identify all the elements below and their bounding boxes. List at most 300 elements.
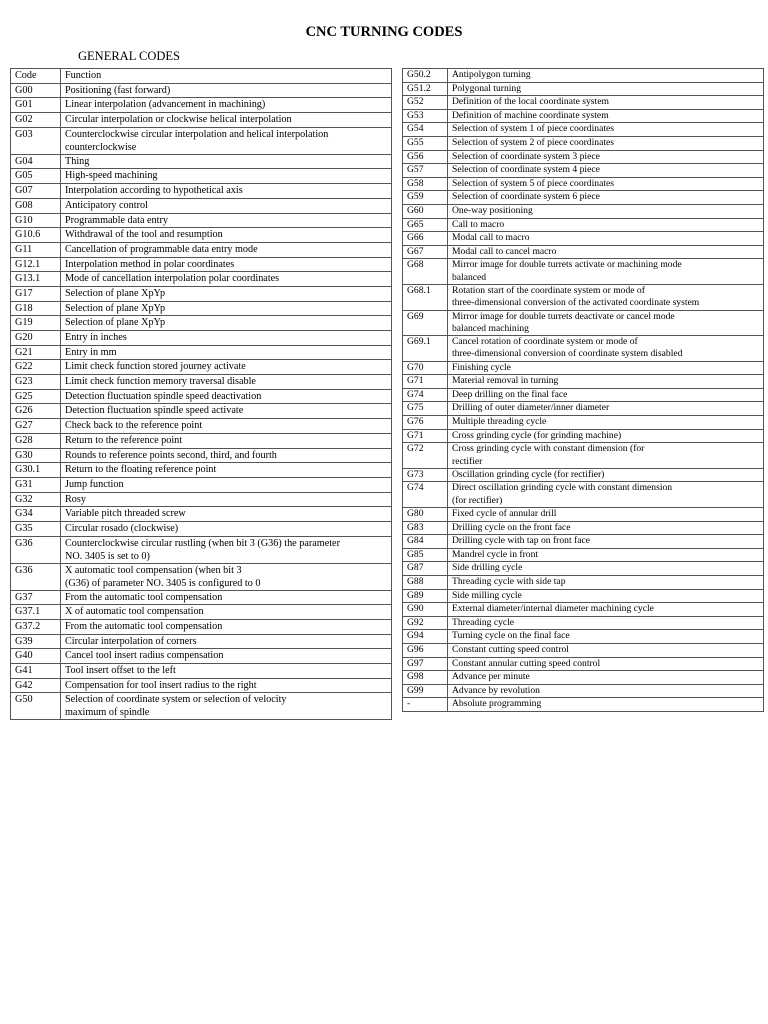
function-cell <box>61 242 392 257</box>
table-row <box>403 109 764 123</box>
function-text: rectifier <box>452 455 483 467</box>
code-cell: G42 <box>11 678 61 693</box>
table-row <box>11 272 392 287</box>
function-cell <box>448 375 764 389</box>
function-cell <box>448 671 764 685</box>
table-row <box>11 69 392 84</box>
function-cell <box>61 664 392 679</box>
table-row <box>11 169 392 184</box>
code-cell: G08 <box>11 198 61 213</box>
table-row <box>11 286 392 301</box>
function-cell <box>61 272 392 287</box>
table-row <box>403 657 764 671</box>
function-text: X automatic tool compensation (when bit 3 <box>65 564 242 576</box>
table-row <box>11 198 392 213</box>
function-cell <box>61 375 392 390</box>
table-row <box>11 563 392 590</box>
function-text: Interpolation according to hypothetical axis <box>65 185 243 197</box>
table-row <box>11 127 392 154</box>
function-text: Anticipatory control <box>65 199 148 211</box>
function-text: Rotation start of the coordinate system or mode of <box>452 284 645 296</box>
function-cell <box>448 416 764 430</box>
code-cell: G36 <box>11 536 61 563</box>
table-row <box>11 536 392 563</box>
function-cell <box>448 443 764 469</box>
table-row <box>11 507 392 522</box>
code-cell: G18 <box>11 301 61 316</box>
code-cell: G50 <box>11 693 61 720</box>
function-cell <box>448 643 764 657</box>
function-text: balanced machining <box>452 322 529 334</box>
table-row <box>11 389 392 404</box>
table-row <box>11 184 392 199</box>
function-text: High-speed machining <box>65 170 158 182</box>
table-row <box>11 664 392 679</box>
function-text: Cancellation of programmable data entry mode <box>65 243 258 255</box>
function-text: Advance by revolution <box>452 684 540 696</box>
function-cell <box>61 69 392 84</box>
code-cell: G25 <box>11 389 61 404</box>
function-text: Cancel tool insert radius compensation <box>65 650 224 662</box>
code-cell: G92 <box>403 616 448 630</box>
function-cell <box>448 535 764 549</box>
code-cell: G58 <box>403 177 448 191</box>
function-text: (G36) of parameter NO. 3405 is configured to 0 <box>65 577 261 589</box>
function-text: Finishing cycle <box>452 361 511 373</box>
code-cell: G40 <box>11 649 61 664</box>
code-cell: G34 <box>11 507 61 522</box>
function-text: Check back to the reference point <box>65 420 203 432</box>
function-cell <box>448 657 764 671</box>
function-text: Thing <box>65 155 90 167</box>
table-row <box>403 576 764 590</box>
code-cell: G87 <box>403 562 448 576</box>
function-text: Threading cycle with side tap <box>452 576 566 587</box>
code-cell: G41 <box>11 664 61 679</box>
table-row <box>11 113 392 128</box>
code-cell: G70 <box>403 361 448 375</box>
general-codes-table-right <box>402 68 764 712</box>
code-cell: G10.6 <box>11 228 61 243</box>
code-cell: G74 <box>403 388 448 402</box>
function-text: Rounds to reference points second, third, and fourth <box>65 449 277 461</box>
function-cell <box>61 433 392 448</box>
function-cell <box>61 331 392 346</box>
code-cell: G32 <box>11 492 61 507</box>
code-cell: G03 <box>11 127 61 154</box>
table-row <box>11 433 392 448</box>
function-cell <box>61 477 392 492</box>
function-cell <box>448 616 764 630</box>
code-cell: G22 <box>11 360 61 375</box>
function-text: Selection of plane XpYp <box>65 302 166 314</box>
code-cell: G37 <box>11 590 61 605</box>
code-cell: G71 <box>403 375 448 389</box>
table-row <box>403 361 764 375</box>
table-row <box>403 375 764 389</box>
table-row <box>403 482 764 508</box>
function-text: Advance per minute <box>452 671 530 683</box>
code-cell: G56 <box>403 150 448 164</box>
document-title: CNC TURNING CODES <box>305 24 463 40</box>
code-cell: G97 <box>403 657 448 671</box>
function-text: Entry in mm <box>65 346 117 358</box>
function-text: Fixed cycle of annular drill <box>452 508 557 520</box>
function-cell <box>448 521 764 535</box>
function-cell <box>448 123 764 137</box>
function-cell <box>61 257 392 272</box>
function-cell <box>448 388 764 402</box>
function-text: Return to the reference point <box>65 434 183 446</box>
function-text: three-dimensional conversion of coordinate system disabled <box>452 348 683 360</box>
code-cell: G17 <box>11 286 61 301</box>
code-cell: G75 <box>403 402 448 416</box>
function-cell <box>61 492 392 507</box>
code-cell: G76 <box>403 416 448 430</box>
table-row <box>403 388 764 402</box>
table-row <box>403 443 764 469</box>
function-text: Polygonal turning <box>452 82 522 94</box>
function-text: Mode of cancellation interpolation polar coordinates <box>65 273 280 285</box>
code-cell: G10 <box>11 213 61 228</box>
function-cell <box>61 507 392 522</box>
section-heading: GENERAL CODES <box>78 49 180 63</box>
function-cell <box>448 109 764 123</box>
code-cell: Code <box>11 69 61 84</box>
function-cell <box>448 402 764 416</box>
function-cell <box>61 83 392 98</box>
code-cell: G55 <box>403 136 448 150</box>
function-cell <box>448 69 764 83</box>
code-cell: G37.2 <box>11 620 61 635</box>
table-row <box>403 232 764 246</box>
table-row <box>11 620 392 635</box>
table-row <box>403 548 764 562</box>
code-cell: G96 <box>403 643 448 657</box>
table-row <box>11 345 392 360</box>
function-cell <box>61 286 392 301</box>
function-cell <box>61 634 392 649</box>
code-cell: G69 <box>403 310 448 336</box>
table-row <box>403 589 764 603</box>
function-text: Selection of system 2 of piece coordinates <box>452 136 614 148</box>
code-cell: G54 <box>403 123 448 137</box>
table-row <box>403 177 764 191</box>
function-text: X of automatic tool compensation <box>65 606 204 618</box>
function-cell <box>61 154 392 169</box>
table-row <box>11 678 392 693</box>
code-cell: G98 <box>403 671 448 685</box>
code-cell: G85 <box>403 548 448 562</box>
function-text: From the automatic tool compensation <box>65 591 223 603</box>
function-text: Side drilling cycle <box>452 562 523 574</box>
table-row <box>11 463 392 478</box>
function-text: Circular interpolation or clockwise helical interpolation <box>65 114 292 126</box>
table-row <box>403 429 764 443</box>
code-cell: G39 <box>11 634 61 649</box>
function-text: Selection of coordinate system 4 piece <box>452 164 600 176</box>
table-row <box>403 562 764 576</box>
table-row <box>403 82 764 96</box>
function-text: Entry in inches <box>65 332 127 343</box>
table-row <box>11 448 392 463</box>
code-cell: G21 <box>11 345 61 360</box>
code-cell: G20 <box>11 331 61 346</box>
function-text: Modal call to cancel macro <box>452 245 557 257</box>
function-text: Selection of plane XpYp <box>65 317 166 329</box>
function-text: Modal call to macro <box>452 232 530 244</box>
function-cell <box>61 360 392 375</box>
function-cell <box>448 96 764 110</box>
table-row <box>11 693 392 720</box>
table-row <box>403 96 764 110</box>
table-row <box>11 521 392 536</box>
function-text: Circular rosado (clockwise) <box>65 522 179 534</box>
table-row <box>403 123 764 137</box>
table-row <box>403 698 764 712</box>
function-text: Linear interpolation (advancement in machining) <box>65 99 266 111</box>
code-cell: G50.2 <box>403 69 448 83</box>
code-cell: G11 <box>11 242 61 257</box>
table-row <box>11 154 392 169</box>
code-cell: G69.1 <box>403 336 448 362</box>
code-cell: G60 <box>403 204 448 218</box>
function-text: Counterclockwise circular interpolation and helical interpolation <box>65 128 329 140</box>
function-text: Turning cycle on the final face <box>452 630 570 642</box>
function-text: Return to the floating reference point <box>65 464 217 476</box>
function-cell <box>61 521 392 536</box>
code-cell: G68 <box>403 259 448 285</box>
function-cell <box>61 693 392 720</box>
table-row <box>403 204 764 218</box>
function-text: Constant annular cutting speed control <box>452 657 601 669</box>
function-cell <box>448 630 764 644</box>
table-row <box>11 213 392 228</box>
table-row <box>403 191 764 205</box>
function-cell <box>448 191 764 205</box>
code-cell: G74 <box>403 482 448 508</box>
function-cell <box>448 218 764 232</box>
table-row <box>11 419 392 434</box>
function-cell <box>61 649 392 664</box>
function-text: NO. 3405 is set to 0) <box>65 550 150 562</box>
table-row <box>403 150 764 164</box>
function-text: Selection of coordinate system or selection of velocity <box>65 694 287 706</box>
function-text: Antipolygon turning <box>452 69 531 80</box>
function-cell <box>448 310 764 336</box>
table-row <box>403 616 764 630</box>
code-cell: G31 <box>11 477 61 492</box>
code-cell: G94 <box>403 630 448 644</box>
function-text: Side milling cycle <box>452 589 522 601</box>
function-text: Selection of plane XpYp <box>65 287 166 299</box>
function-cell <box>61 563 392 590</box>
function-text: Call to macro <box>452 218 505 230</box>
code-cell: G27 <box>11 419 61 434</box>
table-row <box>11 228 392 243</box>
code-cell: G51.2 <box>403 82 448 96</box>
function-cell <box>61 448 392 463</box>
table-row <box>11 375 392 390</box>
table-row <box>11 634 392 649</box>
table-row <box>403 603 764 617</box>
code-cell: G88 <box>403 576 448 590</box>
function-text: Definition of machine coordinate system <box>452 109 609 121</box>
code-cell: G28 <box>11 433 61 448</box>
function-text: Absolute programming <box>452 698 542 710</box>
function-cell <box>448 136 764 150</box>
code-cell: G83 <box>403 521 448 535</box>
function-text: Cross grinding cycle with constant dimension (for <box>452 443 645 455</box>
code-cell: G26 <box>11 404 61 419</box>
function-text: Threading cycle <box>452 616 515 628</box>
code-cell: G89 <box>403 589 448 603</box>
code-cell: G80 <box>403 508 448 522</box>
function-text: Detection fluctuation spindle speed deactivation <box>65 390 262 402</box>
function-text: Compensation for tool insert radius to the right <box>65 679 257 691</box>
function-cell <box>448 698 764 712</box>
table-row <box>11 605 392 620</box>
function-cell <box>61 620 392 635</box>
table-row <box>403 69 764 83</box>
function-text: Cancel rotation of coordinate system or mode of <box>452 336 638 348</box>
function-text: Oscillation grinding cycle (for rectifier) <box>452 468 605 480</box>
function-text: Mirror image for double turrets activate or machining mode <box>452 259 682 271</box>
table-row <box>403 284 764 310</box>
function-cell <box>448 164 764 178</box>
code-cell: G52 <box>403 96 448 110</box>
function-cell <box>61 590 392 605</box>
code-cell: G30 <box>11 448 61 463</box>
code-cell: G23 <box>11 375 61 390</box>
function-cell <box>448 508 764 522</box>
function-text: Selection of system 1 of piece coordinates <box>452 123 614 135</box>
code-cell: G04 <box>11 154 61 169</box>
function-cell <box>448 429 764 443</box>
function-text: Definition of the local coordinate system <box>452 96 609 108</box>
code-cell: G37.1 <box>11 605 61 620</box>
table-row <box>403 259 764 285</box>
table-row <box>403 671 764 685</box>
function-cell <box>448 589 764 603</box>
function-text: Selection of system 5 of piece coordinates <box>452 177 614 189</box>
function-cell <box>61 169 392 184</box>
function-text: Programmable data entry <box>65 214 168 226</box>
function-cell <box>61 463 392 478</box>
table-row <box>403 310 764 336</box>
table-row <box>11 301 392 316</box>
function-cell <box>448 336 764 362</box>
function-text: maximum of spindle <box>65 707 150 719</box>
function-cell <box>61 301 392 316</box>
function-text: Drilling cycle with tap on front face <box>452 535 590 547</box>
function-text: Rosy <box>65 493 86 505</box>
table-row <box>11 590 392 605</box>
table-row <box>11 316 392 331</box>
code-cell: G13.1 <box>11 272 61 287</box>
function-text: Mirror image for double turrets deactivate or cancel mode <box>452 310 675 322</box>
function-cell <box>61 404 392 419</box>
function-cell <box>448 603 764 617</box>
function-text: Positioning (fast forward) <box>65 84 171 96</box>
table-row <box>11 98 392 113</box>
function-cell <box>61 316 392 331</box>
function-text: Tool insert offset to the left <box>65 665 176 677</box>
function-cell <box>448 562 764 576</box>
function-text: Drilling of outer diameter/inner diameter <box>452 402 610 414</box>
code-cell: G53 <box>403 109 448 123</box>
function-text: Selection of coordinate system 3 piece <box>452 150 600 162</box>
function-text: Deep drilling on the final face <box>452 388 568 400</box>
table-row <box>403 245 764 259</box>
function-cell <box>61 113 392 128</box>
table-row <box>11 477 392 492</box>
function-text: Variable pitch threaded screw <box>65 508 186 520</box>
table-row <box>403 535 764 549</box>
code-cell: G59 <box>403 191 448 205</box>
code-cell: G65 <box>403 218 448 232</box>
table-row <box>403 336 764 362</box>
function-cell <box>61 184 392 199</box>
function-text: Limit check function stored journey activate <box>65 361 246 373</box>
function-cell <box>448 482 764 508</box>
table-row <box>11 83 392 98</box>
function-text: Cross grinding cycle (for grinding machine) <box>452 429 622 441</box>
code-cell: G07 <box>11 184 61 199</box>
table-row <box>11 360 392 375</box>
table-row <box>403 630 764 644</box>
function-cell <box>61 678 392 693</box>
table-row <box>11 492 392 507</box>
function-text: Counterclockwise circular rustling (when bit 3 (G36) the parameter <box>65 537 340 549</box>
code-cell: G05 <box>11 169 61 184</box>
function-cell <box>61 213 392 228</box>
table-row <box>403 136 764 150</box>
code-cell: G67 <box>403 245 448 259</box>
code-cell: G90 <box>403 603 448 617</box>
function-text: Direct oscillation grinding cycle with constant dimension <box>452 482 673 494</box>
code-cell: G30.1 <box>11 463 61 478</box>
function-text: Material removal in turning <box>452 375 559 387</box>
function-text: Constant cutting speed control <box>452 643 569 655</box>
function-text: Multiple threading cycle <box>452 416 547 428</box>
function-cell <box>61 98 392 113</box>
code-cell: G66 <box>403 232 448 246</box>
function-cell <box>448 684 764 698</box>
general-codes-table-left <box>10 68 392 720</box>
code-cell: G57 <box>403 164 448 178</box>
function-text: Drilling cycle on the front face <box>452 521 571 533</box>
function-text: Interpolation method in polar coordinates <box>65 258 235 270</box>
function-cell <box>448 361 764 375</box>
function-cell <box>448 259 764 285</box>
code-cell: G71 <box>403 429 448 443</box>
function-text: One-way positioning <box>452 204 533 216</box>
function-cell <box>448 82 764 96</box>
function-text: (for rectifier) <box>452 494 503 506</box>
function-text: Limit check function memory traversal disable <box>65 376 256 388</box>
function-text: three-dimensional conversion of the activated coordinate system <box>452 297 700 309</box>
table-row <box>403 508 764 522</box>
function-text: Jump function <box>65 478 124 490</box>
table-row <box>11 649 392 664</box>
code-cell: G12.1 <box>11 257 61 272</box>
function-text: balanced <box>452 271 487 283</box>
function-cell <box>448 177 764 191</box>
table-row <box>11 331 392 346</box>
function-text: From the automatic tool compensation <box>65 621 223 632</box>
table-row <box>403 521 764 535</box>
